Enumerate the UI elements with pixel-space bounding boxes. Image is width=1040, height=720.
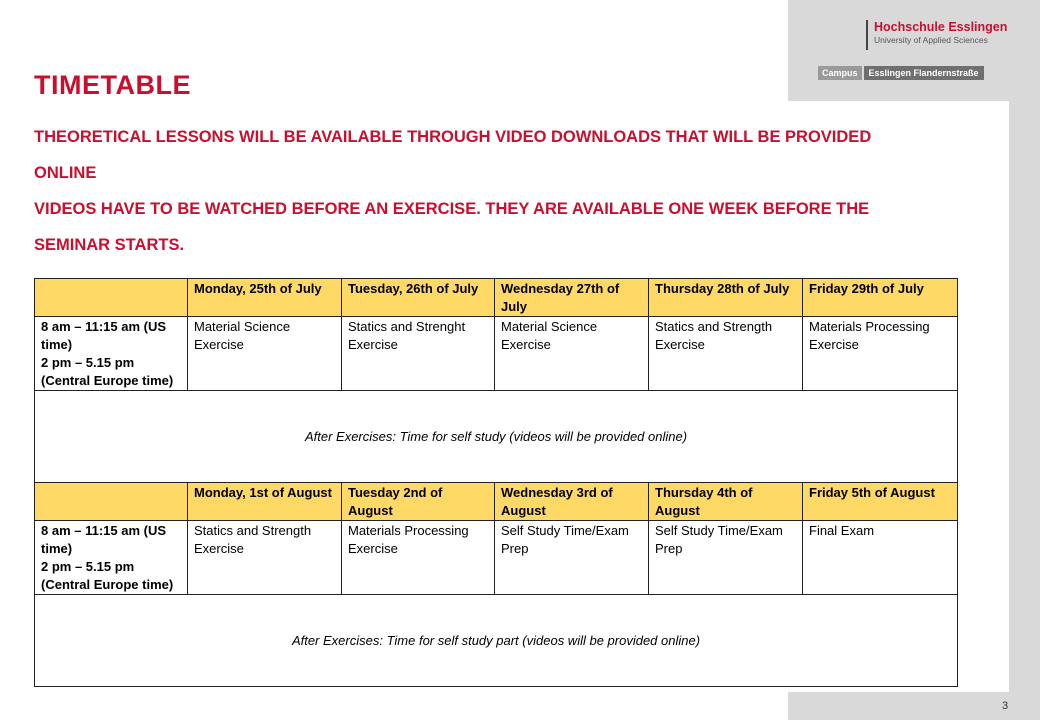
week1-header-row <box>35 279 958 317</box>
day-header: Monday, 1st of August <box>188 483 342 521</box>
logo-name: Hochschule Esslingen <box>874 20 1008 34</box>
session-cell: Materials Processing Exercise <box>803 317 958 391</box>
logo-subtitle: University of Applied Sciences <box>874 35 988 45</box>
day-header: Wednesday 27th of July <box>495 279 649 317</box>
week1-note-row <box>35 391 958 483</box>
day-header: Monday, 25th of July <box>188 279 342 317</box>
session-cell: Final Exam <box>803 521 958 595</box>
page-title: TIMETABLE <box>34 70 191 100</box>
self-study-note: After Exercises: Time for self study part (videos will be provided online) <box>35 595 958 687</box>
timetable <box>34 278 958 687</box>
page-number: 3 <box>1002 700 1009 712</box>
time-cet: 2 pm – 5.15 pm <box>41 355 135 370</box>
time-cet: 2 pm – 5.15 pm <box>41 559 135 574</box>
university-logo <box>866 20 1007 50</box>
session-cell: Statics and Strenght Exercise <box>342 317 495 391</box>
session-cell: Self Study Time/Exam Prep <box>495 521 649 595</box>
time-cet-label: (Central Europe time) <box>41 373 174 388</box>
intro-text <box>34 119 894 263</box>
day-header: Wednesday 3rd of August <box>495 483 649 521</box>
day-header: Thursday 4th of August <box>649 483 803 521</box>
day-header: Tuesday, 26th of July <box>342 279 495 317</box>
day-header: Thursday 28th of July <box>649 279 803 317</box>
session-cell: Statics and Strength Exercise <box>188 521 342 595</box>
campus-bar <box>818 66 984 80</box>
time-slot-cell <box>35 317 188 391</box>
time-slot-cell <box>35 521 188 595</box>
session-cell: Statics and Strength Exercise <box>649 317 803 391</box>
campus-location: Esslingen Flandernstraße <box>864 66 984 80</box>
day-header: Friday 29th of July <box>803 279 958 317</box>
header-empty-cell <box>35 483 188 521</box>
header-empty-cell <box>35 279 188 317</box>
intro-line-videos-online: THEORETICAL LESSONS WILL BE AVAILABLE THROUGH VIDEO DOWNLOADS THAT WILL BE PROVIDED ONLINE <box>34 128 872 182</box>
week2-note-row <box>35 595 958 687</box>
session-cell: Self Study Time/Exam Prep <box>649 521 803 595</box>
time-us: 8 am – 11:15 am (US time) <box>41 319 167 352</box>
self-study-note: After Exercises: Time for self study (videos will be provided online) <box>35 391 958 483</box>
campus-label: Campus <box>818 66 862 80</box>
day-header: Friday 5th of August <box>803 483 958 521</box>
session-cell: Material Science Exercise <box>188 317 342 391</box>
week2-session-row <box>35 521 958 595</box>
time-us: 8 am – 11:15 am (US time) <box>41 523 167 556</box>
week2-header-row <box>35 483 958 521</box>
intro-line-watch-before: VIDEOS HAVE TO BE WATCHED BEFORE AN EXERCISE. THEY ARE AVAILABLE ONE WEEK BEFORE THE SEMINAR STARTS. <box>34 200 870 254</box>
right-gray-strip <box>1009 0 1040 720</box>
week1-session-row <box>35 317 958 391</box>
day-header: Tuesday 2nd of August <box>342 483 495 521</box>
session-cell: Material Science Exercise <box>495 317 649 391</box>
header-gray-panel <box>788 0 1040 101</box>
session-cell: Materials Processing Exercise <box>342 521 495 595</box>
time-cet-label: (Central Europe time) <box>41 577 174 592</box>
